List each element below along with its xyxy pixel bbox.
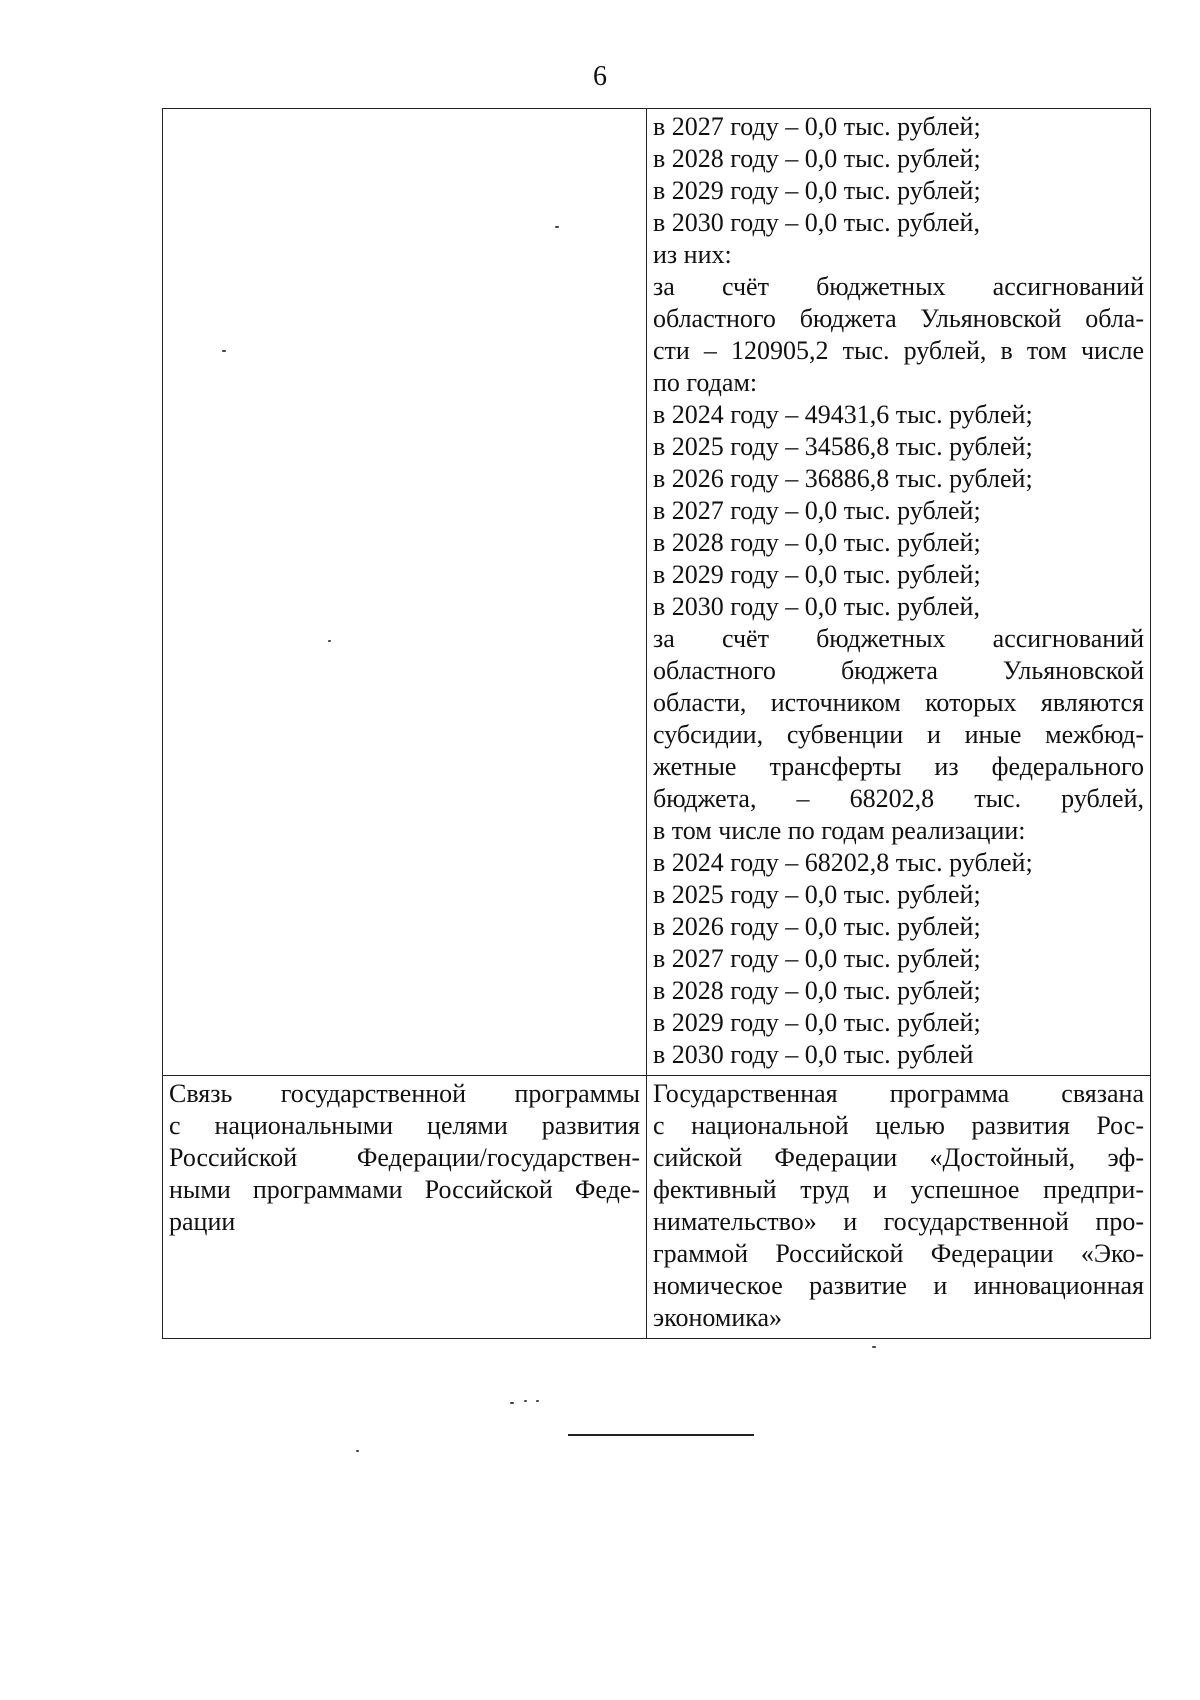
- scan-speck: [536, 1400, 539, 1402]
- scan-speck: [555, 226, 559, 228]
- scan-speck: [872, 1346, 876, 1348]
- regional-budget-year-line: в 2028 году – 0,0 тыс. рублей;: [653, 528, 981, 557]
- scan-speck: [524, 1400, 527, 1402]
- table-row-national-goals: [163, 1076, 1151, 1339]
- federal-transfers-line: области, источником которых являются: [653, 688, 1144, 717]
- federal-transfers-line: субсидии, субвенции и иные межбюд-: [653, 720, 1144, 749]
- funding-line: в 2029 году – 0,0 тыс. рублей;: [653, 176, 981, 205]
- funding-line: в 2027 году – 0,0 тыс. рублей;: [653, 112, 981, 141]
- scan-speck: [510, 1402, 514, 1404]
- national-goals-label-line: ными программами Российской Феде-: [169, 1175, 640, 1204]
- federal-transfers-year-line: в 2029 году – 0,0 тыс. рублей;: [653, 1008, 981, 1037]
- national-goals-text-line: Государственная программа связана: [653, 1079, 1144, 1108]
- federal-transfers-year-line: в том числе по годам реализации:: [653, 816, 1026, 845]
- regional-budget-line: за счёт бюджетных ассигнований: [653, 272, 1144, 301]
- funding-line: из них:: [653, 240, 732, 269]
- regional-budget-line: сти – 120905,2 тыс. рублей, в том числе: [653, 336, 1144, 365]
- federal-transfers-year-line: в 2024 году – 68202,8 тыс. рублей;: [653, 848, 1033, 877]
- scan-speck: [328, 640, 331, 642]
- national-goals-text-line: фективный труд и успешное предпри-: [653, 1175, 1144, 1204]
- end-of-document-rule: [568, 1434, 754, 1436]
- national-goals-text-line: с национальной целью развития Рос-: [653, 1111, 1144, 1140]
- national-goals-text-line: граммой Российской Федерации «Эко-: [653, 1239, 1144, 1268]
- national-goals-label-line: Связь государственной программы: [169, 1079, 640, 1108]
- page-number: 6: [593, 61, 607, 92]
- passport-table: [162, 108, 1151, 1339]
- federal-transfers-line: бюджета, – 68202,8 тыс. рублей,: [653, 784, 1144, 813]
- regional-budget-line: областного бюджета Ульяновской обла-: [653, 304, 1144, 333]
- federal-transfers-year-line: в 2030 году – 0,0 тыс. рублей: [653, 1040, 974, 1069]
- federal-transfers-year-line: в 2026 году – 0,0 тыс. рублей;: [653, 912, 981, 941]
- federal-transfers-line: областного бюджета Ульяновской: [653, 656, 1144, 685]
- regional-budget-year-line: в 2024 году – 49431,6 тыс. рублей;: [653, 400, 1033, 429]
- national-goals-text-line: номическое развитие и инновационная: [653, 1271, 1144, 1300]
- funding-line: в 2028 году – 0,0 тыс. рублей;: [653, 144, 981, 173]
- federal-transfers-line: жетные трансферты из федерального: [653, 752, 1144, 781]
- national-goals-label-line: с национальными целями развития: [169, 1111, 640, 1140]
- regional-budget-year-line: по годам:: [653, 368, 758, 397]
- national-goals-text-line: сийской Федерации «Достойный, эф-: [653, 1143, 1144, 1172]
- federal-transfers-year-line: в 2027 году – 0,0 тыс. рублей;: [653, 944, 981, 973]
- national-goals-text-cell: [647, 1076, 1151, 1339]
- funding-right-cell: [647, 109, 1151, 1076]
- federal-transfers-line: за счёт бюджетных ассигнований: [653, 624, 1144, 653]
- national-goals-text-line: экономика»: [653, 1303, 783, 1332]
- regional-budget-year-line: в 2029 году – 0,0 тыс. рублей;: [653, 560, 981, 589]
- scan-speck: [222, 350, 226, 352]
- national-goals-label-cell: [163, 1076, 647, 1339]
- regional-budget-year-line: в 2027 году – 0,0 тыс. рублей;: [653, 496, 981, 525]
- scan-speck: [356, 1450, 359, 1452]
- regional-budget-year-line: в 2030 году – 0,0 тыс. рублей,: [653, 592, 980, 621]
- national-goals-text-line: нимательство» и государственной про-: [653, 1207, 1144, 1236]
- regional-budget-year-line: в 2026 году – 36886,8 тыс. рублей;: [653, 464, 1033, 493]
- regional-budget-year-line: в 2025 году – 34586,8 тыс. рублей;: [653, 432, 1033, 461]
- federal-transfers-year-line: в 2028 году – 0,0 тыс. рублей;: [653, 976, 981, 1005]
- national-goals-label-line: рации: [169, 1207, 236, 1236]
- federal-transfers-year-line: в 2025 году – 0,0 тыс. рублей;: [653, 880, 981, 909]
- table-row-funding: [163, 109, 1151, 1076]
- funding-left-cell: [163, 109, 647, 1076]
- funding-line: в 2030 году – 0,0 тыс. рублей,: [653, 208, 980, 237]
- national-goals-label-line: Российской Федерации/государствен-: [169, 1143, 640, 1172]
